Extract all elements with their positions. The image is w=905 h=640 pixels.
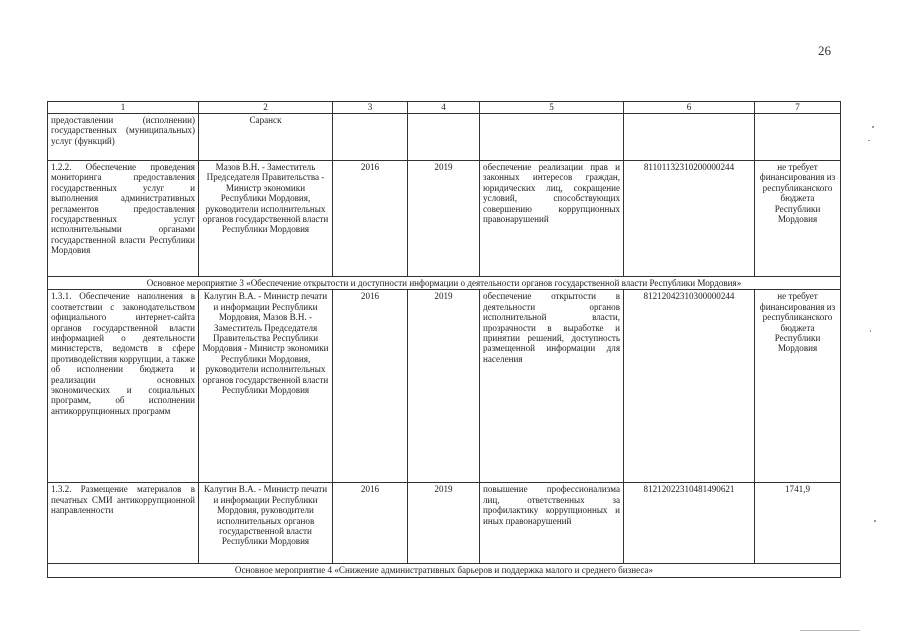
measure-cell: 1.2.2. Обеспечение проведения мониторинга предоставления государственных услуг и выполнения административных регламентов предоставления государственных услуг исполнительными органами государственной власти Республики Мордовия: [48, 161, 199, 277]
budget-code-cell: [624, 114, 755, 161]
page-number: 26: [818, 43, 831, 58]
funding-cell: не требует финансирования из республиканского бюджета Республики Мордовия: [755, 161, 841, 277]
table-header-row: [48, 102, 841, 114]
scan-speck: [874, 520, 876, 522]
funding-cell: не требует финансирования из республиканского бюджета Республики Мордовия: [755, 290, 841, 483]
column-header: 1: [48, 102, 199, 114]
budget-code-cell: 81212022310481490621: [624, 483, 755, 564]
table-row: [48, 290, 841, 483]
measure-cell: предоставлении (исполнении) государственных (муниципальных) услуг (функций): [48, 114, 199, 161]
result-cell: [480, 114, 624, 161]
column-header: 2: [199, 102, 333, 114]
section-title: Основное мероприятие 3 «Обеспечение открытости и доступности информации о деятельности органов государственной власти Республики Мордовия»: [48, 277, 841, 290]
result-cell: повышение профессионализма лиц, ответственных за профилактику коррупционных и иных правонарушений: [480, 483, 624, 564]
scan-speck: [868, 140, 870, 141]
column-header: 4: [408, 102, 480, 114]
responsible-cell: Калугин В.А. - Министр печати и информации Республики Мордовия, Мазов В.Н. - Заместитель Председателя Правительства Республики Мордовия - Министр экономики Республики Мордовия, руководители исполнительных органов государственной власти Республики Мордовия: [199, 290, 333, 483]
section-row: [48, 564, 841, 577]
responsible-cell: Мазов В.Н. - Заместитель Председателя Правительства - Министр экономики Республики Мордовия, руководители исполнительных органов государственной власти Республики Мордовия: [199, 161, 333, 277]
end-year-cell: 2019: [408, 161, 480, 277]
table-row: [48, 483, 841, 564]
measure-cell: 1.3.2. Размещение материалов в печатных СМИ антикоррупционной направленности: [48, 483, 199, 564]
end-year-cell: 2019: [408, 290, 480, 483]
start-year-cell: 2016: [333, 483, 408, 564]
funding-cell: [755, 114, 841, 161]
end-year-cell: 2019: [408, 483, 480, 564]
responsible-cell: Саранск: [199, 114, 333, 161]
result-cell: обеспечение реализации прав и законных интересов граждан, юридических лиц, сокращение условий, способствующих совершению коррупционных правонарушений: [480, 161, 624, 277]
scan-speck: [870, 330, 871, 332]
table-row: [48, 114, 841, 161]
column-header: 3: [333, 102, 408, 114]
table-row: [48, 161, 841, 277]
end-year-cell: [408, 114, 480, 161]
column-header: 5: [480, 102, 624, 114]
measure-cell: 1.3.1. Обеспечение наполнения в соответствии с законодательством официального интернет-сайта органов государственной власти информацией о деятельности министерств, ведомств в сфере противодействия коррупции, а также об исполнении бюджета и реализации основных экономических и социальных программ, об исполнении антикоррупционных программ: [48, 290, 199, 483]
column-header: 6: [624, 102, 755, 114]
scan-speck: [800, 630, 860, 631]
scan-speck: [872, 126, 874, 128]
column-header: 7: [755, 102, 841, 114]
section-row: [48, 277, 841, 290]
budget-code-cell: 81101132310200000244: [624, 161, 755, 277]
result-cell: обеспечение открытости в деятельности органов исполнительной власти, прозрачности в выработке и принятии решений, доступность размещенной информации для населения: [480, 290, 624, 483]
start-year-cell: 2016: [333, 290, 408, 483]
funding-cell: 1741,9: [755, 483, 841, 564]
start-year-cell: 2016: [333, 161, 408, 277]
start-year-cell: [333, 114, 408, 161]
budget-code-cell: 81212042310300000244: [624, 290, 755, 483]
section-title: Основное мероприятие 4 «Снижение административных барьеров и поддержка малого и среднего бизнеса»: [48, 564, 841, 577]
measures-table: [47, 101, 841, 578]
responsible-cell: Калугин В.А. - Министр печати и информации Республики Мордовия, руководители исполнительных органов государственной власти Республики Мордовия: [199, 483, 333, 564]
